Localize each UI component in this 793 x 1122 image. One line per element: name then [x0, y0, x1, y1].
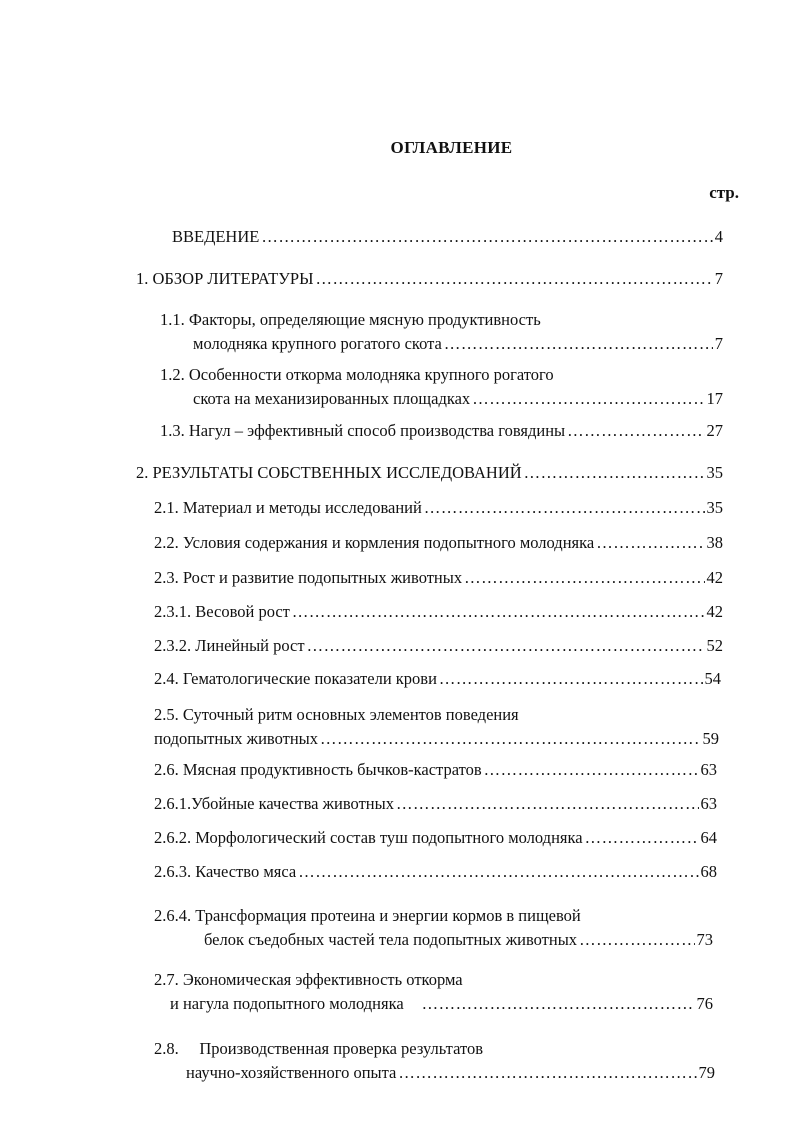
toc-page-number: 64 — [700, 828, 717, 847]
toc-page-number: 42 — [706, 602, 723, 621]
toc-entry: 2.6.1.Убойные качества животных …………………………………………………………………………………………………………………………………………………………………………………… 63 — [154, 793, 717, 815]
toc-page-number: 68 — [700, 862, 717, 881]
dot-leader — [464, 567, 704, 589]
dot-leader — [422, 993, 695, 1015]
toc-page-number: 35 — [706, 498, 723, 517]
toc-page-number: 35 — [706, 463, 723, 482]
dot-leader — [524, 462, 705, 484]
toc-page-number: 42 — [706, 568, 723, 587]
dot-leader — [585, 827, 699, 849]
toc-entry: 1.2. Особенности откорма молодняка крупного рогатого скота на механизированных площадках …………………………………………………………………………………………………………………………………………………………………………………… 17 — [160, 364, 723, 410]
toc-entry: 1.3. Нагул – эффективный способ производства говядины …………………………………………………………………………………………………………………………………………………………………………………… 27 — [160, 420, 723, 442]
toc-entry: 2.3. Рост и развитие подопытных животных …………………………………………………………………………………………………………………………………………………………………………………… 42 — [154, 567, 723, 589]
toc-page-number: 7 — [714, 334, 723, 353]
toc-page-number: 4 — [714, 227, 723, 246]
toc-page-number: 76 — [696, 994, 713, 1013]
page-column-label: стр. — [709, 183, 739, 202]
dot-leader — [444, 333, 713, 355]
toc-page-number: 52 — [706, 636, 723, 655]
dot-leader — [472, 388, 704, 410]
dot-leader — [292, 601, 705, 623]
toc-page-number: 17 — [706, 389, 723, 408]
toc-entry: 2.3.2. Линейный рост …………………………………………………………………………………………………………………………………………………………………………………… 52 — [154, 635, 723, 657]
toc-entry: 2.6. Мясная продуктивность бычков-кастратов …………………………………………………………………………………………………………………………………………………………………………………… 63 — [154, 759, 717, 781]
toc-page-number: 59 — [702, 729, 719, 748]
dot-leader — [320, 728, 701, 750]
toc-page-number: 38 — [706, 533, 723, 552]
toc-entry: ВВЕДЕНИЕ …………………………………………………………………………………………………………………………………………………………………………………… 4 — [172, 226, 723, 248]
dot-leader — [398, 1062, 696, 1084]
toc-entry: 1. ОБЗОР ЛИТЕРАТУРЫ …………………………………………………………………………………………………………………………………………………………………………………… 7 — [136, 268, 723, 290]
toc-page-number: 63 — [700, 760, 717, 779]
dot-leader — [424, 497, 705, 519]
toc-entry: 2. РЕЗУЛЬТАТЫ СОБСТВЕННЫХ ИССЛЕДОВАНИЙ …………………………………………………………………………………………………………………………………………………………………………………… 35 — [136, 462, 723, 484]
toc-entry: 2.3.1. Весовой рост …………………………………………………………………………………………………………………………………………………………………………………… 42 — [154, 601, 723, 623]
dot-leader — [579, 929, 694, 951]
dot-leader — [298, 861, 698, 883]
toc-entry: 2.7. Экономическая эффективность откорма и нагула подопытного молодняка …………………………………………………………………………………………………………………………………………………………………………………… 76 — [154, 969, 713, 1015]
toc-entry: 1.1. Факторы, определяющие мясную продуктивность молодняка крупного рогатого скота …………………………………………………………………………………………………………………………………………………………………………………… 7 — [160, 309, 723, 355]
dot-leader — [307, 635, 705, 657]
dot-leader — [396, 793, 699, 815]
toc-page-number: 63 — [700, 794, 717, 813]
dot-leader — [567, 420, 704, 442]
toc-entry: 2.1. Материал и методы исследований …………………………………………………………………………………………………………………………………………………………………………………… 35 — [154, 497, 723, 519]
toc-page-number: 27 — [706, 421, 723, 440]
dot-leader — [316, 268, 713, 290]
toc-entry: 2.2. Условия содержания и кормления подопытного молодняка …………………………………………………………………………………………………………………………………………………………………………………… 38 — [154, 532, 723, 554]
dot-leader — [484, 759, 699, 781]
page-title: ОГЛАВЛЕНИЕ — [390, 138, 513, 157]
toc-page-number: 7 — [714, 269, 723, 288]
toc-entry: 2.6.4. Трансформация протеина и энергии кормов в пищевой белок съедобных частей тела подопытных животных …………………………………………………………………………………………………………………………………………………………………………………… 73 — [154, 905, 713, 951]
toc-page-number: 79 — [698, 1063, 715, 1082]
toc-entry: 2.6.3. Качество мяса …………………………………………………………………………………………………………………………………………………………………………………… 68 — [154, 861, 717, 883]
toc-entry: 2.6.2. Морфологический состав туш подопытного молодняка …………………………………………………………………………………………………………………………………………………………………………………… 64 — [154, 827, 717, 849]
dot-leader — [261, 226, 712, 248]
toc-page-number: 73 — [696, 930, 713, 949]
toc-entry: 2.5. Суточный ритм основных элементов поведения подопытных животных …………………………………………………………………………………………………………………………………………………………………………………… 59 — [154, 704, 719, 750]
toc-page-number: 54 — [704, 669, 721, 688]
toc-entry: 2.8. Производственная проверка результатов научно-хозяйственного опыта …………………………………………………………………………………………………………………………………………………………………………………… 79 — [154, 1038, 715, 1084]
dot-leader — [596, 532, 704, 554]
dot-leader — [439, 668, 703, 690]
toc-entry: 2.4. Гематологические показатели крови …………………………………………………………………………………………………………………………………………………………………………………… 54 — [154, 668, 721, 690]
